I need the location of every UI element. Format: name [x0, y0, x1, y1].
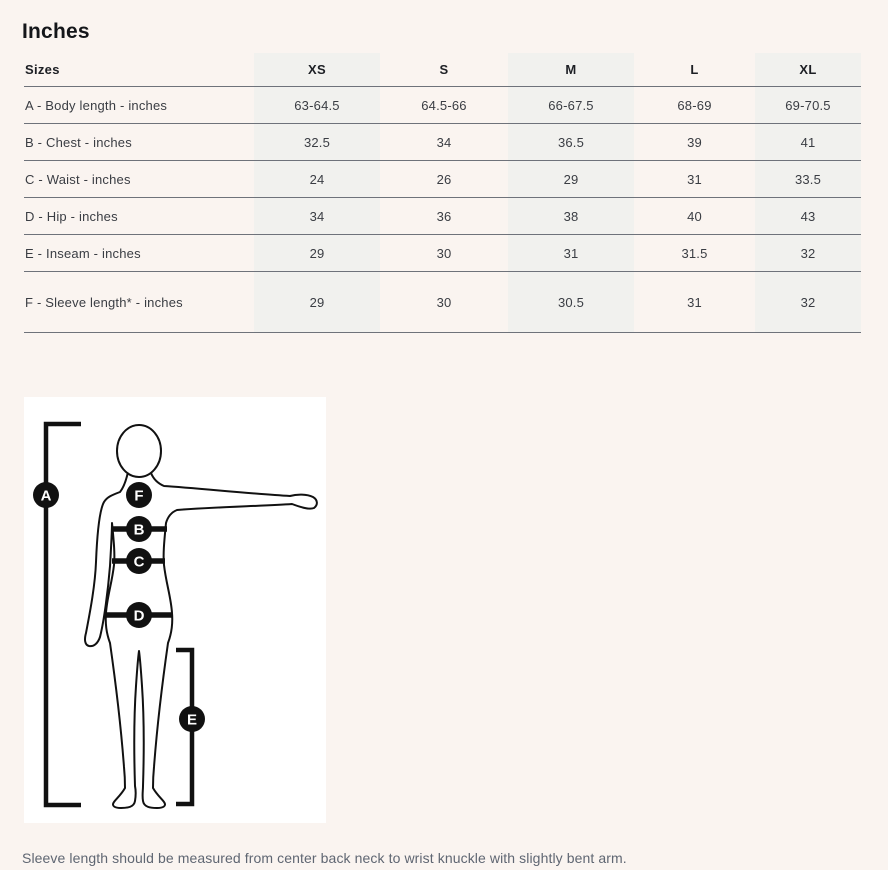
row-label: A - Body length - inches: [24, 87, 254, 124]
marker-e-icon: [179, 706, 205, 732]
head-outline: [117, 425, 161, 477]
table-row-chest: [24, 124, 861, 161]
column-header-s: S: [380, 53, 508, 87]
marker-a-icon: [33, 482, 59, 508]
svg-text:E: E: [186, 711, 198, 729]
table-row-waist: [24, 161, 861, 198]
column-header-xs: XS: [254, 53, 380, 87]
size-value: 30: [380, 272, 508, 333]
sleeve-length-footnote: Sleeve length should be measured from center back neck to wrist knuckle with slightly bent arm.: [22, 850, 627, 866]
header-row: [24, 53, 861, 87]
size-value: 63-64.5: [254, 87, 380, 124]
marker-f-icon: [126, 482, 152, 508]
row-label: C - Waist - inches: [24, 161, 254, 198]
size-value: 32.5: [254, 124, 380, 161]
size-value: 36.5: [508, 124, 634, 161]
size-value: 31.5: [634, 235, 755, 272]
size-value: 26: [380, 161, 508, 198]
size-value: 66-67.5: [508, 87, 634, 124]
size-value: 29: [254, 235, 380, 272]
body-silhouette: [85, 472, 317, 808]
svg-text:D: D: [133, 607, 145, 625]
marker-d-icon: [126, 602, 152, 628]
table-row-inseam: [24, 235, 861, 272]
marker-c-icon: [126, 548, 152, 574]
size-value: 68-69: [634, 87, 755, 124]
body-measurement-diagram-card: [24, 397, 326, 823]
size-value: 40: [634, 198, 755, 235]
table-row-sleeve-length: [24, 272, 861, 333]
size-value: 30.5: [508, 272, 634, 333]
size-value: 36: [380, 198, 508, 235]
size-value: 33.5: [755, 161, 861, 198]
size-value: 41: [755, 124, 861, 161]
size-value: 39: [634, 124, 755, 161]
svg-text:C: C: [133, 553, 145, 571]
size-value: 34: [254, 198, 380, 235]
size-value: 69-70.5: [755, 87, 861, 124]
size-value: 43: [755, 198, 861, 235]
svg-text:A: A: [40, 487, 52, 505]
table-row-hip: [24, 198, 861, 235]
row-label: D - Hip - inches: [24, 198, 254, 235]
size-value: 31: [634, 272, 755, 333]
row-label: B - Chest - inches: [24, 124, 254, 161]
size-value: 32: [755, 272, 861, 333]
column-header-xl: XL: [755, 53, 861, 87]
column-header-m: M: [508, 53, 634, 87]
size-value: 31: [634, 161, 755, 198]
page-title: Inches: [22, 20, 90, 43]
size-value: 31: [508, 235, 634, 272]
size-value: 38: [508, 198, 634, 235]
body-length-bracket: [46, 424, 81, 805]
size-value: 29: [508, 161, 634, 198]
size-value: 64.5-66: [380, 87, 508, 124]
marker-b-icon: [126, 516, 152, 542]
row-label: E - Inseam - inches: [24, 235, 254, 272]
table-row-body-length: [24, 87, 861, 124]
column-header-sizes: Sizes: [24, 53, 254, 87]
size-value: 30: [380, 235, 508, 272]
size-value: 32: [755, 235, 861, 272]
row-label: F - Sleeve length* - inches: [24, 272, 254, 333]
column-header-l: L: [634, 53, 755, 87]
svg-text:F: F: [134, 487, 144, 505]
size-value: 24: [254, 161, 380, 198]
size-chart-table: [24, 53, 861, 333]
size-value: 34: [380, 124, 508, 161]
body-measurement-diagram: [24, 397, 326, 823]
size-value: 29: [254, 272, 380, 333]
svg-text:B: B: [133, 521, 145, 539]
